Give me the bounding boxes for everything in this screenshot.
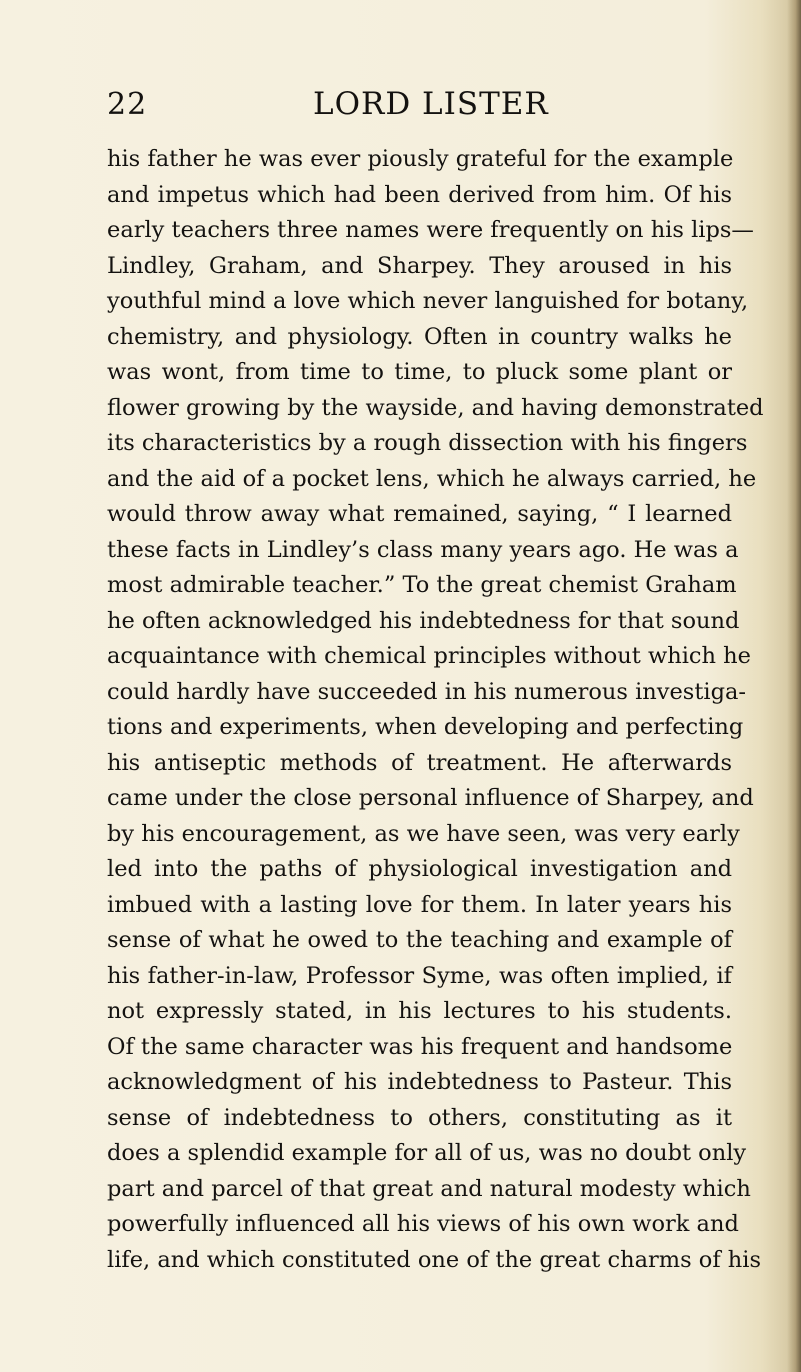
text-line: led into the paths of physiological investigation and — [107, 856, 732, 882]
text-line: flower growing by the wayside, and having demonstrated — [107, 394, 764, 421]
text-line: tions and experiments, when developing and perfecting — [107, 714, 744, 740]
text-line: and the aid of a pocket lens, which he always carried, he — [107, 465, 757, 492]
text-line: his father-in-law, Professor Syme, was often implied, if — [107, 962, 732, 989]
text-line: his father he was ever piously grateful for the example — [107, 146, 734, 172]
text-line: would throw away what remained, saying, “ I learned — [107, 501, 732, 527]
text-line: he often acknowledged his indebtedness for that sound — [107, 607, 740, 634]
text-line: powerfully influenced all his views of his own work and — [107, 1211, 739, 1237]
text-line: these facts in Lindley’s class many years ago. He was a — [107, 536, 739, 563]
text-line: imbued with a lasting love for them. In later years his — [107, 891, 732, 918]
text-line: does a splendid example for all of us, was no doubt only — [107, 1140, 747, 1166]
text-line: chemistry, and physiology. Often in country walks he — [107, 323, 732, 350]
text-line: was wont, from time to time, to pluck some plant or — [107, 359, 732, 385]
text-line: most admirable teacher.” To the great chemist Graham — [107, 572, 737, 598]
running-head — [0, 86, 801, 126]
text-line: life, and which constituted one of the great charms of his — [107, 1246, 762, 1273]
text-line: youthful mind a love which never languished for botany, — [107, 288, 749, 314]
text-line: early teachers three names were frequently on his lips— — [107, 217, 754, 243]
text-line: could hardly have succeeded in his numerous investiga- — [107, 678, 747, 705]
text-line: its characteristics by a rough dissection with his fingers — [107, 430, 748, 456]
running-title: LORD LISTER — [313, 86, 549, 122]
text-line: Lindley, Graham, and Sharpey. They aroused in his — [107, 252, 732, 279]
text-line: Of the same character was his frequent and handsome — [107, 1033, 733, 1060]
text-line: sense of what he owed to the teaching and example of — [107, 927, 732, 953]
text-line: sense of indebtedness to others, constituting as it — [107, 1104, 732, 1131]
text-line: by his encouragement, as we have seen, was very early — [107, 820, 740, 847]
page-gutter-shadow — [787, 0, 801, 1372]
page-number: 22 — [107, 87, 148, 122]
text-line: his antiseptic methods of treatment. He afterwards — [107, 749, 732, 776]
text-line: acquaintance with chemical principles without which he — [107, 643, 751, 669]
text-line: not expressly stated, in his lectures to his students. — [107, 998, 732, 1024]
text-line: acknowledgment of his indebtedness to Pasteur. This — [107, 1069, 732, 1095]
body-paragraph — [107, 142, 764, 1278]
text-line: came under the close personal influence of Sharpey, and — [107, 785, 754, 811]
text-line: and impetus which had been derived from him. Of his — [107, 181, 732, 208]
text-line: part and parcel of that great and natural modesty which — [107, 1175, 751, 1202]
